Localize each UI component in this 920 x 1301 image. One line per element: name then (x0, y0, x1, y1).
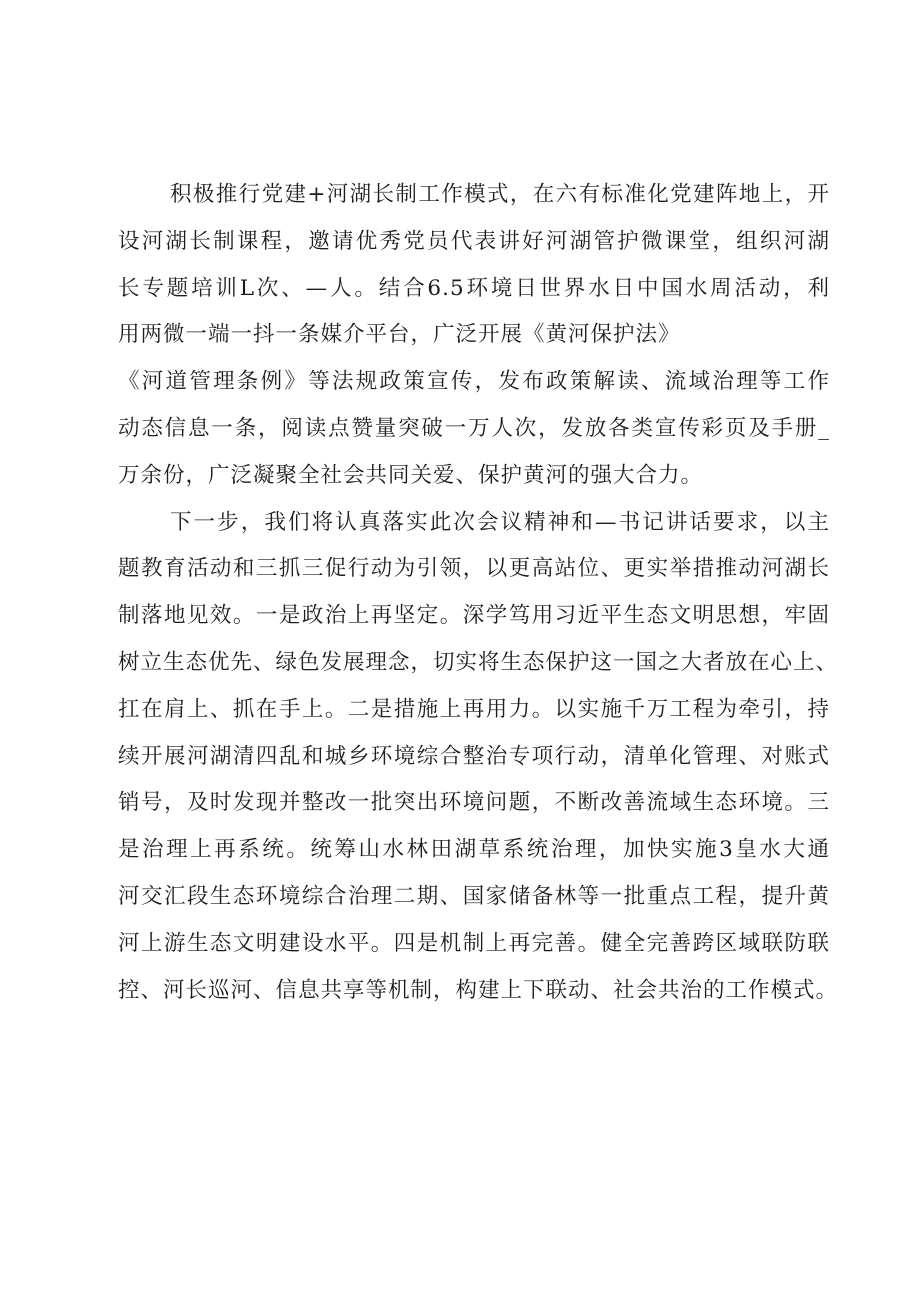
paragraph-1-line-2: 设河湖长制课程，邀请优秀党员代表讲好河湖管护微课堂，组织河湖 (118, 228, 830, 254)
paragraph-2-line-10: 河上游生态文明建设水平。四是机制上再完善。健全完善跨区域联防联 (118, 930, 830, 956)
paragraph-2-line-3: 制落地见效。一是政治上再坚定。深学笃用习近平生态文明思想，牢固 (118, 603, 830, 629)
paragraph-2-line-8: 是治理上再系统。统筹山水林田湖草系统治理，加快实施3皇水大通 (118, 837, 830, 863)
document-body (118, 172, 839, 1014)
paragraph-1-line-6: 动态信息一条，阅读点赞量突破一万人次，发放各类宣传彩页及手册_ (118, 415, 830, 441)
paragraph-1-line-1: 积极推行党建+河湖长制工作模式，在六有标准化党建阵地上，开 (170, 182, 830, 207)
paragraph-2-line-7: 销号，及时发现并整改一批突出环境问题，不断改善流域生态环境。三 (118, 790, 830, 816)
paragraph-2-line-1: 下一步，我们将认真落实此次会议精神和—书记讲话要求，以主 (170, 509, 830, 535)
paragraph-1-line-4: 用两微一端一抖一条媒介平台，广泛开展《黄河保护法》 (118, 322, 681, 348)
paragraph-1-line-7: 万余份，广泛凝聚全社会共同关爱、保护黄河的强大合力。 (118, 462, 704, 488)
paragraph-1-line-3: 长专题培训L次、—人。结合6.5环境日世界水日中国水周活动，利 (118, 275, 830, 301)
paragraph-1-line-5: 《河道管理条例》等法规政策宣传，发布政策解读、流域治理等工作 (118, 369, 830, 395)
paragraph-2-line-9: 河交汇段生态环境综合治理二期、国家储备林等一批重点工程，提升黄 (118, 883, 830, 909)
paragraph-2-line-5: 扛在肩上、抓在手上。二是措施上再用力。以实施千万工程为牵引，持 (118, 696, 830, 722)
paragraph-2-line-11: 控、河长巡河、信息共享等机制，构建上下联动、社会共治的工作模式。 (118, 977, 839, 1003)
paragraph-2-line-6: 续开展河湖清四乱和城乡环境综合整治专项行动，清单化管理、对账式 (118, 743, 830, 769)
paragraph-2-line-4: 树立生态优先、绿色发展理念，切实将生态保护这一国之大者放在心上、 (118, 649, 839, 675)
paragraph-2-line-2: 题教育活动和三抓三促行动为引领，以更高站位、更实举措推动河湖长 (118, 556, 830, 582)
